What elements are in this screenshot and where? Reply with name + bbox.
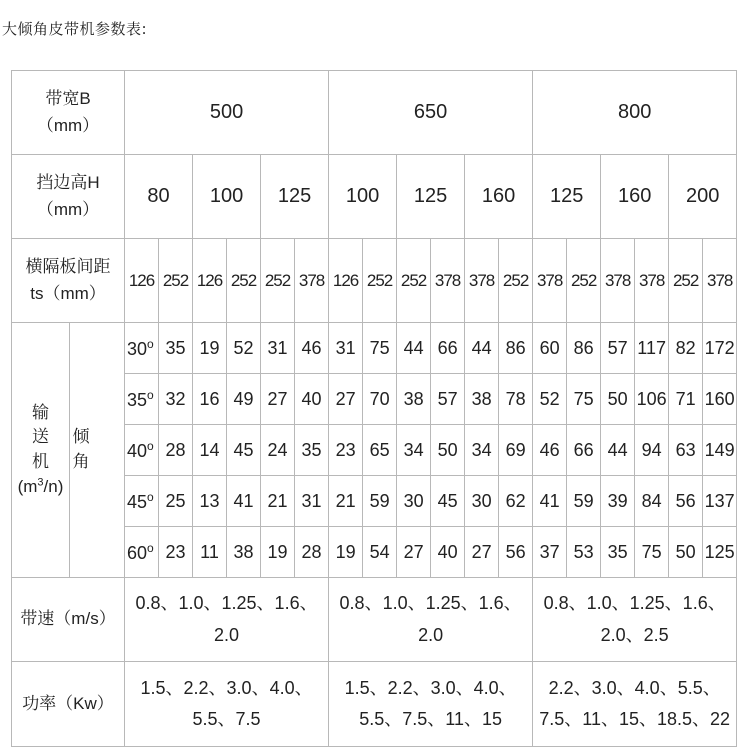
power-cell: 1.5、2.2、3.0、4.0、 5.5、7.5 xyxy=(125,662,329,747)
capacity-cell: 14 xyxy=(193,425,227,476)
capacity-cell: 172 xyxy=(703,323,737,374)
capacity-cell: 40 xyxy=(431,527,465,578)
capacity-cell: 75 xyxy=(363,323,397,374)
capacity-cell: 13 xyxy=(193,476,227,527)
capacity-cell: 34 xyxy=(397,425,431,476)
power-cell: 1.5、2.2、3.0、4.0、 5.5、7.5、11、15 xyxy=(329,662,533,747)
capacity-cell: 24 xyxy=(261,425,295,476)
spacing-unit: ts（mm） xyxy=(30,283,106,303)
capacity-cell: 57 xyxy=(601,323,635,374)
conveyor-label-char: 机 xyxy=(32,452,49,471)
capacity-cell: 35 xyxy=(295,425,329,476)
capacity-cell: 32 xyxy=(159,374,193,425)
angle-cell: 45$^o$ xyxy=(125,476,159,527)
capacity-cell: 31 xyxy=(261,323,295,374)
spacing-cell: 252 xyxy=(397,239,431,323)
belt-width-row xyxy=(12,71,737,155)
side-height-cell: 125 xyxy=(533,155,601,239)
capacity-cell: 160 xyxy=(703,374,737,425)
capacity-cell: 82 xyxy=(669,323,703,374)
capacity-cell: 59 xyxy=(363,476,397,527)
capacity-cell: 52 xyxy=(227,323,261,374)
capacity-cell: 70 xyxy=(363,374,397,425)
capacity-cell: 30 xyxy=(397,476,431,527)
spacing-cell: 378 xyxy=(465,239,499,323)
angle-cell: 60$^o$ xyxy=(125,527,159,578)
capacity-cell: 56 xyxy=(669,476,703,527)
capacity-cell: 38 xyxy=(227,527,261,578)
capacity-cell: 28 xyxy=(159,425,193,476)
capacity-cell: 57 xyxy=(431,374,465,425)
capacity-cell: 44 xyxy=(397,323,431,374)
capacity-cell: 56 xyxy=(499,527,533,578)
angle-cell: 40$^o$ xyxy=(125,425,159,476)
side-height-unit: （mm） xyxy=(36,199,100,219)
capacity-cell: 50 xyxy=(431,425,465,476)
conveyor-label-char: 输 xyxy=(32,402,49,422)
spacing-cell: 378 xyxy=(533,239,567,323)
side-height-cell: 160 xyxy=(601,155,669,239)
capacity-row xyxy=(12,323,737,374)
capacity-cell: 38 xyxy=(397,374,431,425)
spacing-cell: 126 xyxy=(193,239,227,323)
capacity-cell: 46 xyxy=(295,323,329,374)
spacing-cell: 378 xyxy=(703,239,737,323)
side-height-label: 挡边高H xyxy=(36,173,100,193)
belt-width-label: 带宽B xyxy=(45,89,91,109)
belt-speed-cell: 0.8、1.0、1.25、1.6、 2.0 xyxy=(125,578,329,662)
spacing-cell: 252 xyxy=(227,239,261,323)
belt-width-unit: （mm） xyxy=(36,115,100,135)
capacity-cell: 27 xyxy=(261,374,295,425)
capacity-cell: 50 xyxy=(669,527,703,578)
side-height-row xyxy=(12,155,737,239)
side-height-cell: 200 xyxy=(669,155,737,239)
capacity-cell: 21 xyxy=(261,476,295,527)
capacity-cell: 75 xyxy=(567,374,601,425)
spacing-cell: 126 xyxy=(329,239,363,323)
capacity-cell: 34 xyxy=(465,425,499,476)
side-height-cell: 125 xyxy=(397,155,465,239)
capacity-cell: 27 xyxy=(397,527,431,578)
page-title: 大倾角皮带机参数表: xyxy=(2,20,148,38)
capacity-cell: 149 xyxy=(703,425,737,476)
capacity-cell: 84 xyxy=(635,476,669,527)
capacity-cell: 69 xyxy=(499,425,533,476)
belt-width-header xyxy=(12,71,125,155)
capacity-cell: 94 xyxy=(635,425,669,476)
capacity-cell: 35 xyxy=(159,323,193,374)
spacing-label: 横隔板间距 xyxy=(25,257,111,277)
spacing-cell: 252 xyxy=(499,239,533,323)
spacing-cell: 378 xyxy=(601,239,635,323)
spacing-cell: 252 xyxy=(669,239,703,323)
spacing-cell: 126 xyxy=(125,239,159,323)
angle-cell: 35$^o$ xyxy=(125,374,159,425)
capacity-cell: 63 xyxy=(669,425,703,476)
power-cell: 2.2、3.0、4.0、5.5、 7.5、11、15、18.5、22 xyxy=(533,662,737,747)
spacing-row xyxy=(12,239,737,323)
capacity-cell: 117 xyxy=(635,323,669,374)
side-height-cell: 100 xyxy=(329,155,397,239)
capacity-cell: 52 xyxy=(533,374,567,425)
capacity-cell: 11 xyxy=(193,527,227,578)
capacity-cell: 75 xyxy=(635,527,669,578)
belt-width-cell: 800 xyxy=(533,71,737,155)
capacity-cell: 49 xyxy=(227,374,261,425)
capacity-cell: 60 xyxy=(533,323,567,374)
belt-width-cell: 650 xyxy=(329,71,533,155)
capacity-cell: 28 xyxy=(295,527,329,578)
capacity-cell: 86 xyxy=(567,323,601,374)
conveyor-capacity-header xyxy=(12,323,70,578)
capacity-cell: 27 xyxy=(329,374,363,425)
capacity-cell: 23 xyxy=(329,425,363,476)
spacing-header xyxy=(12,239,125,323)
belt-speed-row xyxy=(12,578,737,662)
conveyor-label-char: 送 xyxy=(32,427,49,447)
capacity-cell: 66 xyxy=(567,425,601,476)
incline-label-char: 倾 xyxy=(72,427,90,447)
capacity-cell: 44 xyxy=(601,425,635,476)
capacity-cell: 31 xyxy=(329,323,363,374)
capacity-cell: 54 xyxy=(363,527,397,578)
capacity-cell: 41 xyxy=(227,476,261,527)
power-row xyxy=(12,662,737,747)
side-height-cell: 80 xyxy=(125,155,193,239)
spacing-cell: 378 xyxy=(635,239,669,323)
capacity-cell: 78 xyxy=(499,374,533,425)
spacing-cell: 252 xyxy=(159,239,193,323)
capacity-cell: 35 xyxy=(601,527,635,578)
belt-width-cell: 500 xyxy=(125,71,329,155)
capacity-cell: 31 xyxy=(295,476,329,527)
capacity-cell: 16 xyxy=(193,374,227,425)
capacity-cell: 45 xyxy=(431,476,465,527)
incline-label-char: 角 xyxy=(72,452,90,471)
parameter-table xyxy=(11,70,737,747)
spacing-cell: 378 xyxy=(295,239,329,323)
capacity-cell: 125 xyxy=(703,527,737,578)
capacity-cell: 50 xyxy=(601,374,635,425)
capacity-cell: 86 xyxy=(499,323,533,374)
spacing-cell: 378 xyxy=(431,239,465,323)
side-height-cell: 100 xyxy=(193,155,261,239)
capacity-cell: 40 xyxy=(295,374,329,425)
belt-speed-cell: 0.8、1.0、1.25、1.6、 2.0 xyxy=(329,578,533,662)
capacity-cell: 59 xyxy=(567,476,601,527)
capacity-cell: 53 xyxy=(567,527,601,578)
capacity-cell: 71 xyxy=(669,374,703,425)
angle-cell: 30$^o$ xyxy=(125,323,159,374)
capacity-cell: 19 xyxy=(329,527,363,578)
belt-speed-cell: 0.8、1.0、1.25、1.6、 2.0、2.5 xyxy=(533,578,737,662)
capacity-cell: 21 xyxy=(329,476,363,527)
capacity-cell: 62 xyxy=(499,476,533,527)
side-height-cell: 160 xyxy=(465,155,533,239)
capacity-cell: 19 xyxy=(193,323,227,374)
capacity-cell: 41 xyxy=(533,476,567,527)
capacity-cell: 45 xyxy=(227,425,261,476)
capacity-cell: 38 xyxy=(465,374,499,425)
capacity-cell: 19 xyxy=(261,527,295,578)
belt-speed-header: 带速（m/s） xyxy=(12,578,125,662)
capacity-cell: 106 xyxy=(635,374,669,425)
capacity-cell: 44 xyxy=(465,323,499,374)
side-height-cell: 125 xyxy=(261,155,329,239)
conveyor-capacity-unit: $(m^3/n)$ xyxy=(17,475,64,496)
spacing-cell: 252 xyxy=(363,239,397,323)
capacity-cell: 66 xyxy=(431,323,465,374)
capacity-cell: 37 xyxy=(533,527,567,578)
capacity-cell: 25 xyxy=(159,476,193,527)
capacity-cell: 27 xyxy=(465,527,499,578)
incline-angle-header xyxy=(70,323,125,578)
capacity-cell: 65 xyxy=(363,425,397,476)
capacity-cell: 137 xyxy=(703,476,737,527)
capacity-cell: 46 xyxy=(533,425,567,476)
spacing-cell: 252 xyxy=(261,239,295,323)
side-height-header xyxy=(12,155,125,239)
power-header: 功率（Kw） xyxy=(12,662,125,747)
capacity-cell: 23 xyxy=(159,527,193,578)
capacity-cell: 39 xyxy=(601,476,635,527)
capacity-cell: 30 xyxy=(465,476,499,527)
spacing-cell: 252 xyxy=(567,239,601,323)
